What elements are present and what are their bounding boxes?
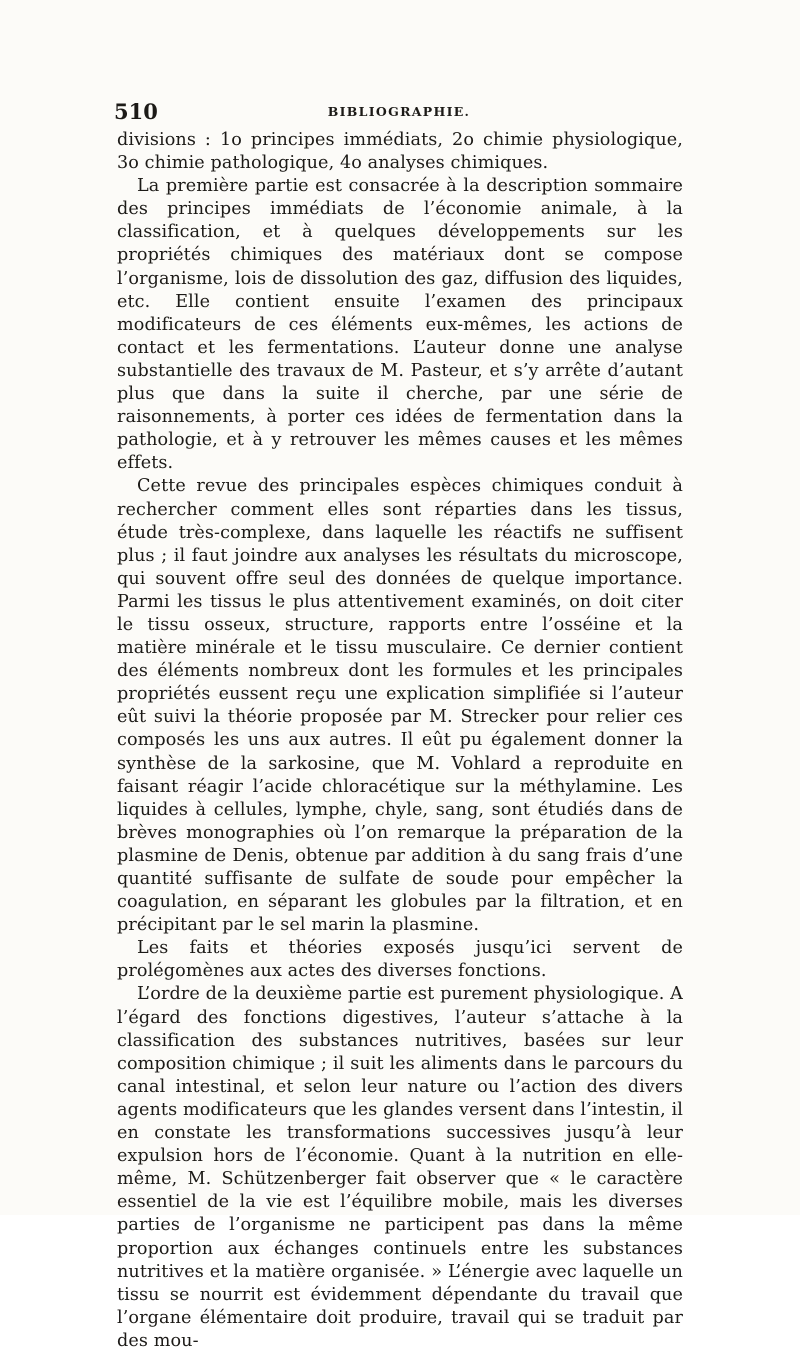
page-number: 510 xyxy=(114,99,158,124)
article-body xyxy=(117,129,683,1353)
running-title: BIBLIOGRAPHIE. xyxy=(327,104,471,119)
paragraph-divisions: divisions : 1o principes immédiats, 2o chimie physiologique, 3o chimie pathologique, 4o analyses chimiques. xyxy=(117,130,683,174)
paragraph-prolegomena: Les faits et théories exposés jusqu’ici servent de prolégomènes aux actes des diverses fonctions. xyxy=(117,938,683,982)
running-head xyxy=(114,99,684,125)
paragraph-tissues: Cette revue des principales espèces chimiques conduit à rechercher comment elles sont réparties dans les tissus, étude très-complexe, dans laquelle les réactifs ne suffisent plus ; il faut joindre aux analyses les résultats du microscope, qui souvent offre seul des données de quelque importance. Parmi les tissus le plus attentivement examinés, on doit citer le tissu osseux, structure, rapports entre l’osséine et la matière minérale et le tissu musculaire. Ce dernier contient des éléments nombreux dont les formules et les principales propriétés eussent reçu une explication simplifiée si l’auteur eût suivi la théorie proposée par M. Strecker pour relier ces composés les uns aux autres. Il eût pu également donner la synthèse de la sarkosine, que M. Vohlard a reproduite en faisant réagir l’acide chloracétique sur la méthylamine. Les liquides à cellules, lymphe, chyle, sang, sont étudiés dans de brèves monographies où l’on remarque la préparation de la plasmine de Denis, obtenue par addition à du sang frais d’une quantité suffisante de sulfate de soude pour empêcher la coagulation, en séparant les globules par la filtration, et en précipitant par le sel marin la plasmine. xyxy=(117,476,683,936)
paragraph-second-part: L’ordre de la deuxième partie est purement physiologique. A l’égard des fonctions digestives, l’auteur s’attache à la classification des substances nutritives, basées sur leur composition chimique ; il suit les aliments dans le parcours du canal intestinal, et selon leur nature ou l’action des divers agents modificateurs que les glandes versent dans l’intestin, il en constate les transformations successives jusqu’à leur expulsion hors de l’économie. Quant à la nutrition en elle-même, M. Schützenberger fait observer que « le caractère essentiel de la vie est l’équilibre mobile, mais les diverses parties de l’organisme ne participent pas dans la même proportion aux échanges continuels entre les substances nutritives et la matière organisée. » L’énergie avec laquelle un tissu se nourrit est évidemment dépendante du travail que l’organe élémentaire doit produire, travail qui se traduit par des mou- xyxy=(117,984,683,1351)
paragraph-first-part: La première partie est consacrée à la description sommaire des principes immédiats de l’économie animale, à la classification, et à quelques développements sur les propriétés chimiques des matériaux dont se compose l’organisme, lois de dissolution des gaz, diffusion des liquides, etc. Elle contient ensuite l’examen des principaux modificateurs de ces éléments eux-mêmes, les actions de contact et les fermentations. L’auteur donne une analyse substantielle des travaux de M. Pasteur, et s’y arrête d’autant plus que dans la suite il cherche, par une série de raisonnements, à porter ces idées de fermentation dans la pathologie, et à y retrouver les mêmes causes et les mêmes effets. xyxy=(117,176,683,474)
